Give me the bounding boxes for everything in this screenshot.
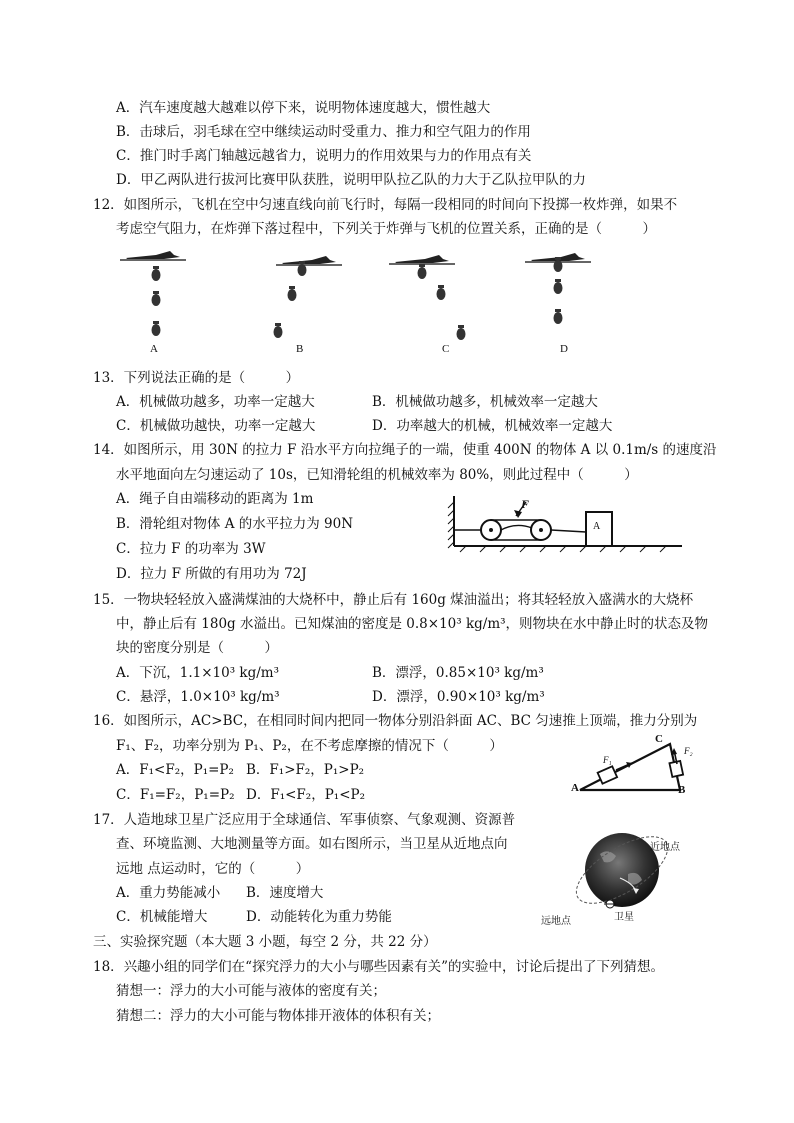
q16-option-c: C．F₁=F₂，P₁=P₂ <box>116 787 235 803</box>
q12-stem-line2: 考虑空气阻力，在炸弹下落过程中，下列关于炸弹与飞机的位置关系，正确的是（ ） <box>116 221 656 237</box>
q13-option-d: D．功率越大的机械，机械效率一定越大 <box>372 418 613 434</box>
q12-label-d: D <box>560 343 568 355</box>
q12-bomb-figure <box>112 248 632 360</box>
q12-label-c: C <box>442 343 450 355</box>
option-c-diagram <box>389 255 466 340</box>
q18-guess-2: 猜想二：浮力的大小可能与物体排开液体的体积有关； <box>116 1008 440 1024</box>
q14-force-label: F <box>521 497 530 511</box>
q15-stem-line3: 块的密度分别是（ ） <box>116 640 278 656</box>
q12-label-a: A <box>150 343 158 355</box>
q16-point-a: A <box>571 782 579 794</box>
q14-option-d: D．拉力 F 所做的有用功为 72J <box>116 566 307 582</box>
q14-option-c: C．拉力 F 的功率为 3W <box>116 541 266 557</box>
q13-option-b: B．机械做功越多，机械效率一定越大 <box>372 394 598 410</box>
q17-stem-line1: 17．人造地球卫星广泛应用于全球通信、军事侦察、气象观测、资源普 <box>93 812 516 828</box>
q16-force-f2: F₂ <box>684 746 693 756</box>
q15-stem-line1: 15．一物块轻轻放入盛满煤油的大烧杯中，静止后有 160g 煤油溢出；将其轻轻放入盛满水的大烧杯 <box>93 592 694 608</box>
q16-force-f1: F₁ <box>603 755 612 765</box>
q14-stem-line2: 水平地面向左匀速运动了 10s，已知滑轮组的机械效率为 80%，则此过程中（ ） <box>116 467 638 483</box>
q14-stem-line1: 14．如图所示，用 30N 的拉力 F 沿水平方向拉绳子的一端，使重 400N 的物体 A 以 0.1m/s 的速度沿 <box>93 442 717 458</box>
q16-option-d: D．F₁<F₂，P₁<P₂ <box>246 787 365 803</box>
earth-icon <box>585 833 659 907</box>
q15-option-c: C．悬浮，1.0×10³ kg/m³ <box>116 689 280 705</box>
q17-option-b: B．速度增大 <box>246 885 324 901</box>
q17-option-c: C．机械能增大 <box>116 909 208 925</box>
option-b-diagram <box>274 256 343 338</box>
q17-stem-line3: 远地 点运动时，它的（ ） <box>116 861 310 877</box>
q11-option-c: C．推门时手离门轴越远越省力，说明力的作用效果与力的作用点有关 <box>116 148 532 164</box>
q14-option-a: A．绳子自由端移动的距离为 1m <box>116 491 314 507</box>
q16-option-a: A．F₁<F₂，P₁=P₂ <box>116 762 234 778</box>
q17-far-point-label: 远地点 <box>541 916 571 927</box>
q14-block-label: A <box>593 521 601 532</box>
q14-option-b: B．滑轮组对物体 A 的水平拉力为 90N <box>116 516 354 532</box>
q11-option-d: D．甲乙两队进行拔河比赛甲队获胜，说明甲队拉乙队的力大于乙队拉甲队的力 <box>116 172 586 188</box>
q16-stem-line1: 16．如图所示，AC>BC，在相同时间内把同一物体分别沿斜面 AC、BC 匀速推上顶端，推力分别为 <box>93 713 698 729</box>
option-d-diagram <box>525 253 591 324</box>
q17-satellite-label: 卫星 <box>614 912 634 923</box>
q16-point-b: B <box>678 784 686 796</box>
q15-option-a: A．下沉，1.1×10³ kg/m³ <box>116 665 279 681</box>
q15-stem-line2: 中，静止后有 180g 水溢出。已知煤油的密度是 0.8×10³ kg/m³，则物块在水中静止时的状态及物 <box>116 616 709 632</box>
q18-stem: 18．兴趣小组的同学们在“探究浮力的大小与哪些因素有关”的实验中，讨论后提出了下列猜想。 <box>93 959 664 975</box>
q16-option-b: B．F₁>F₂，P₁>P₂ <box>246 762 365 778</box>
q11-option-b: B．击球后，羽毛球在空中继续运动时受重力、推力和空气阻力的作用 <box>116 124 531 140</box>
q17-near-point-label: 近地点 <box>650 842 680 853</box>
q16-stem-line2: F₁、F₂，功率分别为 P₁、P₂，在不考虑摩擦的情况下（ ） <box>116 738 503 754</box>
q12-label-b: B <box>296 343 304 355</box>
q11-option-a: A．汽车速度越大越难以停下来，说明物体速度越大，惯性越大 <box>116 100 491 116</box>
q15-option-d: D．漂浮，0.90×10³ kg/m³ <box>372 689 545 705</box>
q17-option-d: D．动能转化为重力势能 <box>246 909 392 925</box>
q13-stem: 13．下列说法正确的是（ ） <box>93 370 300 386</box>
q17-option-a: A．重力势能减小 <box>116 885 221 901</box>
q16-point-c: C <box>655 733 663 745</box>
q14-pulley-figure <box>446 492 686 554</box>
q13-option-c: C．机械做功越快，功率一定越大 <box>116 418 316 434</box>
q17-stem-line2: 查、环境监测、大地测量等方面。如右图所示，当卫星从近地点向 <box>116 836 508 852</box>
q13-option-a: A．机械做功越多，功率一定越大 <box>116 394 315 410</box>
section-3-heading: 三、实验探究题（本大题 3 小题，每空 2 分，共 22 分） <box>93 934 437 950</box>
q12-stem-line1: 12．如图所示，飞机在空中匀速直线向前飞行时，每隔一段相同的时间向下投掷一枚炸弹，如果不 <box>93 197 678 213</box>
q18-guess-1: 猜想一：浮力的大小可能与液体的密度有关； <box>116 983 386 999</box>
q15-option-b: B．漂浮，0.85×10³ kg/m³ <box>372 665 544 681</box>
option-a-diagram <box>120 251 186 336</box>
